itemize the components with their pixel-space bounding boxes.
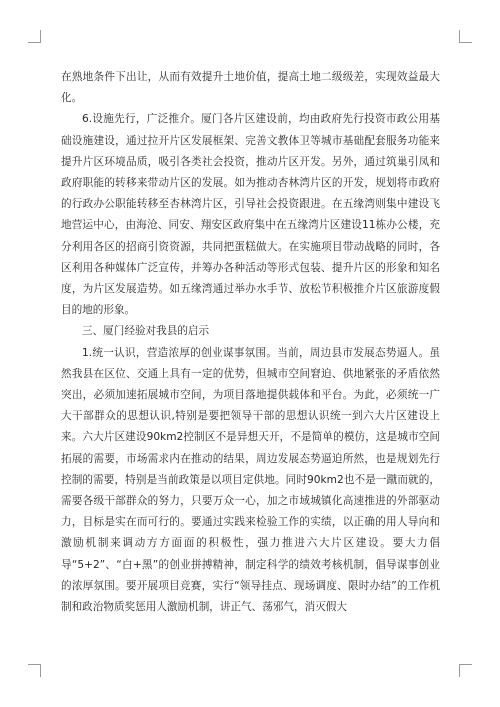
paragraph-continuation: 在熟地条件下出让，从而有效提升土地价值，提高土地二级级差，实现效益最大化。 [61, 71, 440, 105]
crop-mark-top-left [28, 30, 41, 43]
section-heading: 三、厦门经验对我县的启示 [82, 325, 210, 338]
crop-mark-bottom-right [459, 664, 472, 677]
paragraph-section-6: 6.设施先行，广泛推介。厦门各片区建设前，均由政府先行投资市政公用基础设施建设，通过拉开片区发展框架、完善文教体卫等城市基础配套服务功能来提升片区环境品质，吸引各类社会投资，推动片区开发。另外，通过筑巢引凤和政府职能的转移来带动片区的发展。如为推动杏林湾片区的开发，规划将市政府的行政办公职能转移至杏林湾片区，引导社会投资跟进。在五缘湾则集中建设飞地营运中心，由海沧、同安、翔安区政府集中在五缘湾片区建设11栋办公楼，充分利用各区的招商引资资源，共同把蛋糕做大。在实施项目带动战略的同时，各区利用各种媒体广泛宣传，并筹办各种活动等形式包装、提升片区的形象和知名度，为片区发展造势。如五缘湾通过举办水手节、放松节积极推介片区旅游度假目的地的形象。 [61, 113, 440, 317]
document-body [61, 67, 440, 618]
paragraph-point-1: 1.统一认识，营造浓厚的创业谋事氛围。当前，周边县市发展态势逼人。虽然我县在区位、交通上具有一定的优势，但城市空间窘迫、供地紧张的矛盾依然突出，必须加速拓展城市空间，为项目落地提供载体和平台。为此，必须统一广大干部群众的思想认识,特别是要把领导干部的思想认识统一到六大片区建设上来。六大片区建设90km2控制区不是异想天开，不是简单的模仿，这是城市空间拓展的需要，市场需求内在推动的结果，周边发展态势逼迫所然，也是规划先行控制的需要，特别是当前政策是以项目定供地。同时90km2也不是一蹴而就的，需要各级干部群众的努力，只要万众一心，加之市域城镇化高速推进的外部驱动力，目标是实在而可行的。要通过实践来检验工作的实绩，以正确的用人导向和激励机制来调动方方面面的积极性，强力推进六大片区建设。要大力倡导“5+2”、“白+黑”的创业拼搏精神，制定科学的绩效考核机制，倡导谋事创业的浓厚氛围。要开展项目竞赛，实行“领导挂点、现场调度、限时办结”的工作机制和政治物质奖惩用人激励机制，讲正气、荡邪气，消灭假大 [61, 346, 440, 614]
crop-mark-bottom-left [28, 664, 41, 677]
crop-mark-top-right [459, 30, 472, 43]
